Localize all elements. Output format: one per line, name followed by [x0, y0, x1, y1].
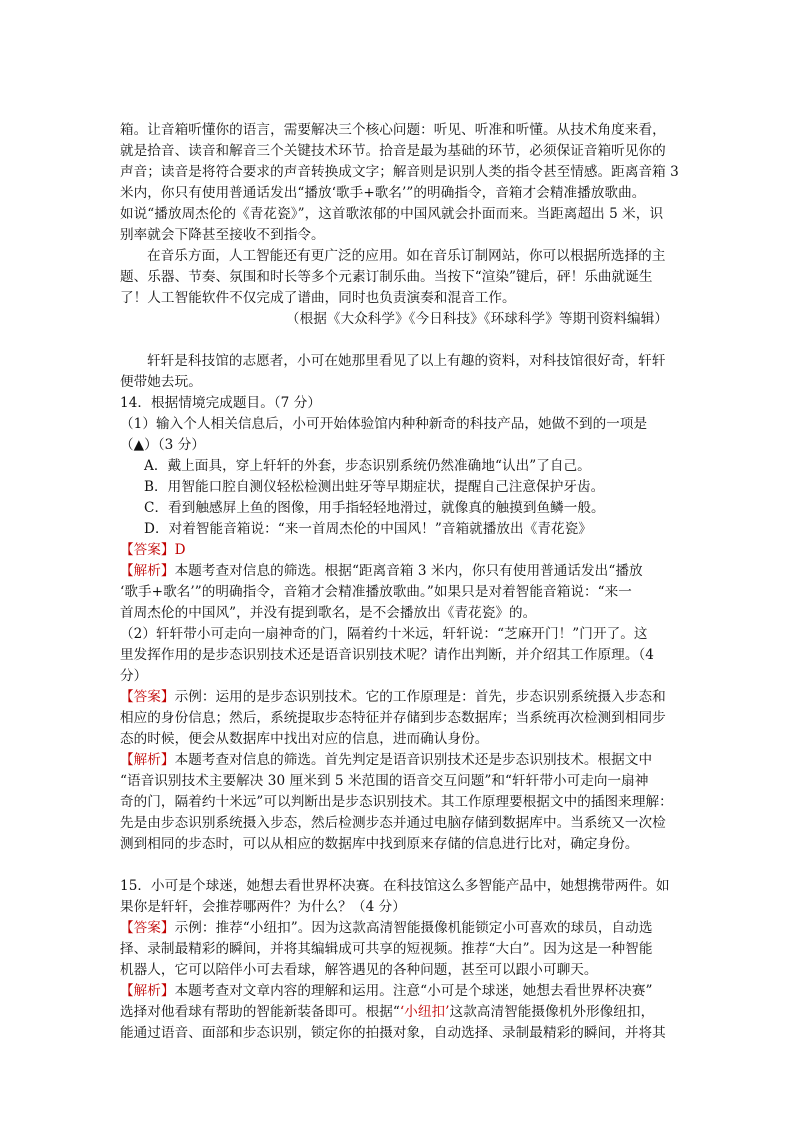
answer-tag: 【答案】: [120, 542, 175, 558]
spacer: [120, 855, 676, 876]
option-a: A．戴上面具，穿上轩轩的外套，步态识别系统仍然准确地“认出”了自己。: [144, 458, 591, 474]
text-line: 首周杰伦的中国风”，并没有提到歌名，是不会播放出《青花瓷》的。: [120, 605, 537, 621]
text-line: 测到相同的步态时，可以从相应的数据库中找到原来存储的信息进行比对，确定身份。: [120, 836, 639, 852]
text-line: 态的时候，便会从数据库中找出对应的信息，进而确认身份。: [120, 731, 489, 747]
text-line: “语音识别技术主要解决 30 厘米到 5 米范围的语音交互问题”和“轩轩带小可走向一扇神: [120, 773, 649, 789]
analysis-text: 本题考查对信息的筛选。根据“距离音箱 3 米内，你只有使用普通话发出“播放: [174, 563, 643, 579]
analysis-text: 这款高清智能摄像机外形像纽扣，: [449, 1004, 655, 1020]
answer-tag: 【答案】: [120, 920, 175, 936]
answer-tag: 【答案】: [120, 689, 175, 705]
text-line: 奇的门，隔着约十米远”可以判断出是步态识别技术。其工作原理要根据文中的插图来理解：: [120, 794, 673, 810]
question-15: [120, 876, 676, 1044]
option-d: D．对着智能音箱说：“来一首周杰伦的中国风！”音箱就播放出《青花瓷》: [144, 521, 592, 537]
analysis-2: [120, 750, 676, 771]
highlight-text: ‘小纽扣’: [399, 1004, 450, 1020]
intro-paragraph: [120, 351, 676, 393]
text-line: 就是拾音、读音和解音三个关键技术环节。拾音是最为基础的环节，必须保证音箱听见你的: [120, 143, 666, 159]
text-line: 了！人工智能软件不仅完成了谱曲，同时也负责演奏和混音工作。: [120, 290, 516, 306]
source-note: （根据《大众科学》《今日科技》《环球科学》等期刊资料编辑）: [285, 311, 668, 327]
analysis-1: [120, 561, 676, 582]
option-b: B．用智能口腔自测仪轻松检测出蛀牙等早期症状，提醒自己注意保护牙齿。: [144, 479, 605, 495]
subquestion-2: （2）轩轩带小可走向一扇神奇的门，隔着约十米远，轩轩说：“芝麻开门！”门开了。这: [120, 626, 648, 642]
question-title: 果你是轩轩，会推荐哪两件？为什么？（4 分）: [120, 899, 406, 915]
text-line: 能通过语音、面部和步态识别，锁定你的拍摄对象，自动选择、录制最精彩的瞬间，并将其: [120, 1025, 666, 1041]
analysis-text: 本题考查对信息的筛选。首先判定是语音识别技术还是步态识别技术。根据文中: [174, 752, 653, 768]
music-paragraph: [120, 246, 676, 309]
text-line: 声音；读音是将符合要求的声音转换成文字；解音则是识别人类的指令甚至情感。距离音箱 3: [120, 164, 679, 180]
text-line: 在音乐方面，人工智能还有更广泛的应用。如在音乐订制网站，你可以根据所选择的主: [147, 248, 666, 264]
subquestion-2: 分）: [120, 668, 148, 684]
answer-text: 示例：运用的是步态识别技术。它的工作原理是：首先，步态识别系统摄入步态和: [174, 689, 666, 705]
answer-1: [120, 540, 676, 561]
text-line: 相应的身份信息；然后，系统提取步态特征并存储到步态数据库；当系统再次检测到相同步: [120, 710, 666, 726]
analysis-text: 选择对他看球有帮助的智能新装备即可。根据“: [120, 1004, 400, 1020]
answer: [120, 918, 676, 939]
answer-2: [120, 687, 676, 708]
passage-paragraph: [120, 120, 679, 246]
text-line: 题、乐器、节奏、氛围和时长等多个元素订制乐曲。当按下“渲染”键后，砰！乐曲就诞生: [120, 269, 653, 285]
answer-text: D: [174, 542, 186, 558]
text-line: 如说“播放周杰伦的《青花瓷》”，这首歌浓郁的中国风就会扑面而来。当距离超出 5 米，识: [120, 206, 664, 222]
text-line: ‘歌手+歌名’”的明确指令，音箱才会精准播放歌曲。”如果只是对着智能音箱说：“来一: [120, 584, 632, 600]
text-line: 别率就会下降甚至接收不到指令。: [120, 227, 325, 243]
subquestion-2: 里发挥作用的是步态识别技术还是语音识别技术呢？请作出判断，并介绍其工作原理。（4: [120, 647, 655, 663]
spacer: [120, 330, 676, 351]
subquestion-1: （1）输入个人相关信息后，小可开始体验馆内种种新奇的科技产品，她做不到的一项是: [120, 416, 648, 432]
document-page: [120, 120, 679, 1044]
text-line: 箱。让音箱听懂你的语言，需要解决三个核心问题：听见、听准和听懂。从技术角度来看，: [120, 122, 666, 138]
analysis-tag: 【解析】: [120, 563, 175, 579]
answer-text: 示例：推荐“小纽扣”。因为这款高清智能摄像机能锁定小可喜欢的球员，自动选: [174, 920, 653, 936]
text-line: 机器人，它可以陪伴小可去看球，解答遇见的各种问题，甚至可以跟小可聊天。: [120, 962, 598, 978]
subquestion-1: （▲）（3 分）: [120, 437, 205, 453]
analysis: [120, 981, 676, 1002]
question-14: [120, 393, 676, 855]
question-title: 15．小可是个球迷，她想去看世界杯决赛。在科技馆这么多智能产品中，她想携带两件。如: [120, 878, 670, 894]
text-line: 择、录制最精彩的瞬间，并将其编辑成可共享的短视频。推荐“大白”。因为这是一种智能: [120, 941, 653, 957]
question-title: 14．根据情境完成题目。（7 分）: [120, 395, 322, 411]
text-line: 轩轩是科技馆的志愿者，小可在她那里看见了以上有趣的资料，对科技馆很好奇，轩轩: [147, 353, 666, 369]
analysis-text: 本题考查对文章内容的理解和运用。注意“小可是个球迷，她想去看世界杯决赛”: [174, 983, 653, 999]
text-line: 米内，你只有使用普通话发出“播放‘歌手+歌名’”的明确指令，音箱才会精准播放歌曲。: [120, 185, 646, 201]
text-line: [120, 1002, 676, 1023]
text-line: 便带她去玩。: [120, 374, 202, 390]
analysis-tag: 【解析】: [120, 983, 175, 999]
option-c: C．看到触感屏上鱼的图像，用手指轻轻地滑过，就像真的触摸到鱼鳞一般。: [144, 500, 605, 516]
text-line: 先是由步态识别系统摄入步态，然后检测步态并通过电脑存储到数据库中。当系统又一次检: [120, 815, 666, 831]
analysis-tag: 【解析】: [120, 752, 175, 768]
